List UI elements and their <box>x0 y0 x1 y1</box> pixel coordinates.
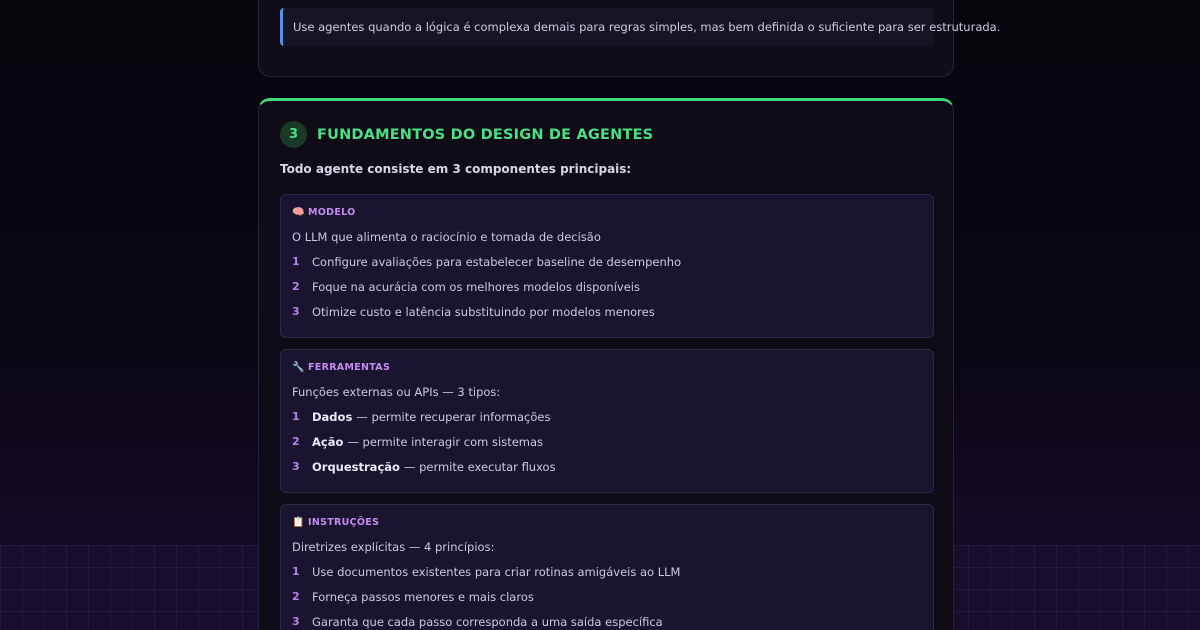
component-header <box>292 362 390 373</box>
list-text: Configure avaliações para estabelecer baseline de desempenho <box>312 255 682 269</box>
previous-section-card <box>258 0 1001 77</box>
list-text: Garanta que cada passo corresponda a uma saída específica <box>312 615 663 629</box>
list-term: Dados <box>312 410 353 424</box>
section-header <box>280 121 653 148</box>
list-item <box>292 435 556 460</box>
component-description: Diretrizes explícitas — 4 princípios: <box>292 540 495 554</box>
list-item <box>292 590 680 615</box>
section-number-badge: 3 <box>280 121 307 148</box>
component-card-instructions <box>280 504 934 630</box>
component-header <box>292 207 356 218</box>
component-title: INSTRUÇÕES <box>308 517 380 528</box>
list-item <box>292 305 681 330</box>
component-card-model <box>280 194 934 338</box>
list-number: 2 <box>292 590 300 603</box>
list-text: Use documentos existentes para criar rotinas amigáveis ao LLM <box>312 565 681 579</box>
component-list <box>292 410 556 485</box>
component-title: MODELO <box>308 207 356 218</box>
component-card-tools <box>280 349 934 493</box>
wrench-icon: 🔧 <box>292 362 305 373</box>
brain-icon: 🧠 <box>292 207 305 218</box>
list-item <box>292 410 556 435</box>
component-title: FERRAMENTAS <box>308 362 391 373</box>
section-title: FUNDAMENTOS DO DESIGN DE AGENTES <box>317 126 654 143</box>
list-item <box>292 280 681 305</box>
list-number: 1 <box>292 410 300 423</box>
list-number: 1 <box>292 255 300 268</box>
list-text: Forneça passos menores e mais claros <box>312 590 534 604</box>
component-description: Funções externas ou APIs — 3 tipos: <box>292 385 501 399</box>
component-list <box>292 565 680 630</box>
list-item <box>292 615 680 630</box>
component-description: O LLM que alimenta o raciocínio e tomada de decisão <box>292 230 601 244</box>
clipboard-icon: 📋 <box>292 517 305 528</box>
list-number: 2 <box>292 280 300 293</box>
list-number: 2 <box>292 435 300 448</box>
list-term: Orquestração <box>312 460 400 474</box>
list-item <box>292 460 556 485</box>
component-header <box>292 517 379 528</box>
list-number: 3 <box>292 615 300 628</box>
list-text: — permite interagir com sistemas <box>347 435 544 449</box>
tip-text: Use agentes quando a lógica é complexa demais para regras simples, mas bem definida o suficiente para ser estruturada. <box>293 20 1001 34</box>
list-number: 3 <box>292 460 300 473</box>
list-text: Foque na acurácia com os melhores modelos disponíveis <box>312 280 640 294</box>
list-number: 1 <box>292 565 300 578</box>
list-item <box>292 255 681 280</box>
component-list <box>292 255 681 330</box>
section-intro: Todo agente consiste em 3 componentes principais: <box>280 162 632 176</box>
list-term: Ação <box>312 435 344 449</box>
list-number: 3 <box>292 305 300 318</box>
list-item <box>292 565 680 590</box>
tip-callout <box>280 8 1001 46</box>
list-text: Otimize custo e latência substituindo por modelos menores <box>312 305 655 319</box>
list-text: — permite executar fluxos <box>403 460 556 474</box>
section-card-agent-design <box>258 98 954 630</box>
list-text: — permite recuperar informações <box>356 410 551 424</box>
